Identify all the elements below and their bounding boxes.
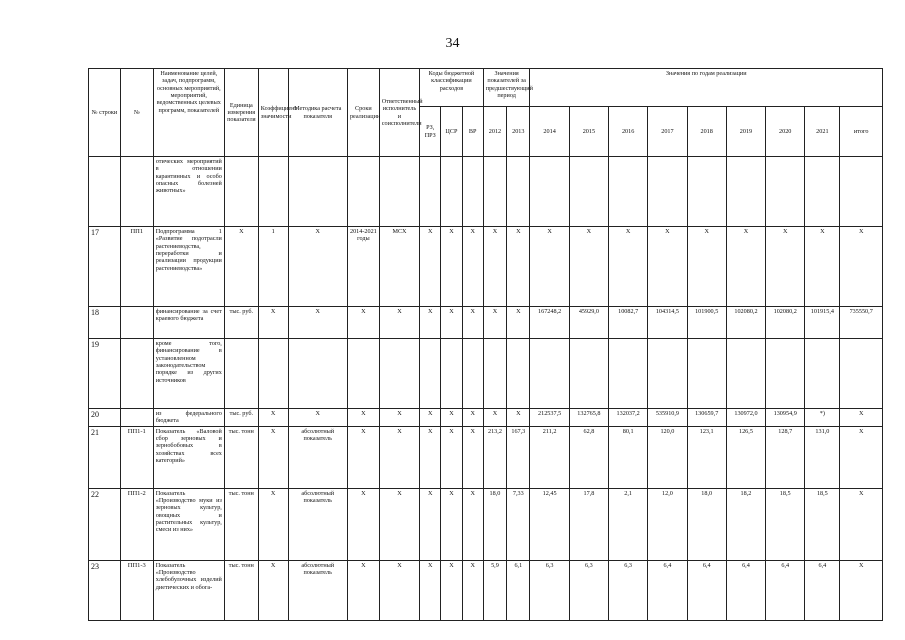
row-method: [288, 157, 347, 227]
row-terms: [347, 339, 379, 409]
row-code: [120, 409, 153, 427]
row-2012: 213,2: [483, 426, 506, 488]
row-year-value: 132037,2: [609, 409, 648, 427]
row-name: Подпрограмма 1 «Развитие подотрасли растениеводства, переработки и реализации продукции растениеводства»: [153, 227, 224, 307]
row-method: абсолютный показатель: [288, 426, 347, 488]
row-year-value: 6,3: [609, 560, 648, 620]
row-number: 22: [89, 488, 121, 560]
row-terms: X: [347, 307, 379, 339]
header-vr: ВР: [462, 107, 483, 157]
row-unit: X: [224, 227, 258, 307]
row-code: ПП1-3: [120, 560, 153, 620]
row-unit: [224, 339, 258, 409]
row-number: 23: [89, 560, 121, 620]
row-year-value: [766, 339, 805, 409]
header-csr: ЦСР: [441, 107, 462, 157]
row-vr: X: [462, 227, 483, 307]
row-number: [89, 157, 121, 227]
row-unit: тыс. тонн: [224, 426, 258, 488]
row-resp: МСХ: [379, 227, 419, 307]
row-code: [120, 307, 153, 339]
row-year-value: 101900,5: [687, 307, 726, 339]
row-year-value: 45929,0: [569, 307, 608, 339]
row-rz: [420, 157, 441, 227]
row-resp: X: [379, 409, 419, 427]
row-number: 20: [89, 409, 121, 427]
header-unit: Единица измерения показателя: [224, 69, 258, 157]
row-year-value: 212537,5: [530, 409, 569, 427]
row-year-value: 128,7: [766, 426, 805, 488]
row-vr: X: [462, 488, 483, 560]
row-terms: 2014-2021 годы: [347, 227, 379, 307]
row-year-value: [766, 157, 805, 227]
header-coef: Коэффициент значимости: [258, 69, 288, 157]
table-row: [89, 488, 883, 560]
row-year-value: 6,4: [726, 560, 765, 620]
table-row: [89, 157, 883, 227]
table-row: [89, 426, 883, 488]
row-2012: 18,0: [483, 488, 506, 560]
row-terms: X: [347, 488, 379, 560]
header-year: 2016: [609, 107, 648, 157]
row-year-value: X: [648, 227, 687, 307]
row-2013: [507, 339, 530, 409]
row-csr: [441, 157, 462, 227]
row-method: X: [288, 227, 347, 307]
row-name: из федерального бюджета: [153, 409, 224, 427]
row-year-value: 6,4: [648, 560, 687, 620]
row-resp: X: [379, 307, 419, 339]
row-2012: X: [483, 307, 506, 339]
row-year-value: [609, 339, 648, 409]
row-year-value: [805, 157, 840, 227]
header-budget-codes: Коды бюджетной классификации расходов: [420, 69, 484, 107]
header-year: 2018: [687, 107, 726, 157]
row-year-value: 123,1: [687, 426, 726, 488]
header-rz: РЗ, ПРЗ: [420, 107, 441, 157]
row-coef: 1: [258, 227, 288, 307]
table-row: [89, 307, 883, 339]
row-2012: X: [483, 227, 506, 307]
row-csr: X: [441, 426, 462, 488]
row-name: Показатель «Производство хлебобулочных изделий диетических и обога-: [153, 560, 224, 620]
row-name: Показатель «Производство муки из зерновых культур, овощных и растительных культур, смеси из них»: [153, 488, 224, 560]
row-terms: [347, 157, 379, 227]
row-year-value: 17,8: [569, 488, 608, 560]
row-method: X: [288, 307, 347, 339]
row-year-value: [687, 339, 726, 409]
row-coef: X: [258, 488, 288, 560]
row-2012: [483, 157, 506, 227]
row-2012: X: [483, 409, 506, 427]
row-year-value: 126,5: [726, 426, 765, 488]
row-2013: X: [507, 227, 530, 307]
row-year-value: 211,2: [530, 426, 569, 488]
row-resp: X: [379, 488, 419, 560]
row-2013: 167,3: [507, 426, 530, 488]
row-rz: X: [420, 307, 441, 339]
row-name: Показатель «Валовой сбор зерновых и зернобобовых в хозяйствах всех категорий»: [153, 426, 224, 488]
row-2012: 5,9: [483, 560, 506, 620]
row-rz: X: [420, 560, 441, 620]
row-year-value: 535910,9: [648, 409, 687, 427]
row-total: 735550,7: [840, 307, 883, 339]
row-2012: [483, 339, 506, 409]
row-vr: X: [462, 426, 483, 488]
row-name: финансирование за счет краевого бюджета: [153, 307, 224, 339]
row-code: ПП1-2: [120, 488, 153, 560]
row-csr: X: [441, 560, 462, 620]
row-rz: X: [420, 227, 441, 307]
row-code: ПП1-1: [120, 426, 153, 488]
row-year-value: [726, 339, 765, 409]
row-coef: X: [258, 409, 288, 427]
row-year-value: 6,3: [530, 560, 569, 620]
table-row: [89, 339, 883, 409]
header-row-no: № строки: [89, 69, 121, 157]
row-year-value: X: [687, 227, 726, 307]
row-year-value: [569, 157, 608, 227]
header-method: Методика расчета показателя: [288, 69, 347, 157]
row-year-value: 10082,7: [609, 307, 648, 339]
row-year-value: 102080,2: [766, 307, 805, 339]
row-year-value: 80,1: [609, 426, 648, 488]
row-year-value: [648, 339, 687, 409]
row-csr: X: [441, 227, 462, 307]
row-year-value: 131,0: [805, 426, 840, 488]
row-2013: X: [507, 307, 530, 339]
row-year-value: 18,5: [805, 488, 840, 560]
row-vr: X: [462, 307, 483, 339]
row-unit: тыс. руб.: [224, 307, 258, 339]
row-csr: X: [441, 307, 462, 339]
row-year-value: [648, 157, 687, 227]
row-vr: [462, 157, 483, 227]
row-year-value: X: [569, 227, 608, 307]
row-csr: X: [441, 409, 462, 427]
row-resp: [379, 157, 419, 227]
row-name: отических мероприятий в отношении карантинных и особо опасных болезней животных»: [153, 157, 224, 227]
row-name: кроме того, финансирование в установленном законодательством порядке из других источников: [153, 339, 224, 409]
row-year-value: 12,45: [530, 488, 569, 560]
row-number: 19: [89, 339, 121, 409]
row-unit: тыс. тонн: [224, 488, 258, 560]
row-year-value: 18,5: [766, 488, 805, 560]
row-number: 21: [89, 426, 121, 488]
row-total: X: [840, 560, 883, 620]
row-year-value: [726, 157, 765, 227]
header-year: 2014: [530, 107, 569, 157]
indicators-table: [88, 68, 883, 621]
table-row: [89, 227, 883, 307]
table-header: [89, 69, 883, 157]
row-year-value: [609, 157, 648, 227]
row-year-value: 101915,4: [805, 307, 840, 339]
row-coef: X: [258, 307, 288, 339]
page-number: 34: [445, 36, 460, 51]
header-2013: 2013: [507, 107, 530, 157]
row-total: [840, 157, 883, 227]
row-year-value: 6,3: [569, 560, 608, 620]
row-number: 17: [89, 227, 121, 307]
row-code: ПП1: [120, 227, 153, 307]
header-resp: Ответственный исполнитель и соисполнители: [379, 69, 419, 157]
row-coef: [258, 157, 288, 227]
header-2012: 2012: [483, 107, 506, 157]
row-year-value: 6,4: [687, 560, 726, 620]
row-rz: X: [420, 409, 441, 427]
header-terms: Сроки реализации: [347, 69, 379, 157]
header-num: №: [120, 69, 153, 157]
row-coef: X: [258, 560, 288, 620]
header-prev-period: Значения показателей за предшествующий период: [483, 69, 530, 107]
row-total: [840, 339, 883, 409]
row-terms: X: [347, 426, 379, 488]
row-coef: X: [258, 426, 288, 488]
row-2013: [507, 157, 530, 227]
row-year-value: 18,2: [726, 488, 765, 560]
row-2013: X: [507, 409, 530, 427]
row-year-value: X: [609, 227, 648, 307]
row-csr: [441, 339, 462, 409]
row-rz: X: [420, 488, 441, 560]
header-by-years: Значения по годам реализации: [530, 69, 883, 107]
row-year-value: 62,8: [569, 426, 608, 488]
row-coef: [258, 339, 288, 409]
row-method: [288, 339, 347, 409]
row-2013: 7,33: [507, 488, 530, 560]
table-row: [89, 409, 883, 427]
row-unit: тыс. тонн: [224, 560, 258, 620]
row-resp: X: [379, 426, 419, 488]
row-method: абсолютный показатель: [288, 488, 347, 560]
header-name: Наименование целей, задач, подпрограмм, основных мероприятий, мероприятий, ведомственных целевых программ, показателей: [153, 69, 224, 157]
row-code: [120, 157, 153, 227]
row-method: X: [288, 409, 347, 427]
row-year-value: 120,0: [648, 426, 687, 488]
row-number: 18: [89, 307, 121, 339]
row-rz: X: [420, 426, 441, 488]
row-year-value: [569, 339, 608, 409]
header-year: 2020: [766, 107, 805, 157]
row-year-value: 104314,5: [648, 307, 687, 339]
row-year-value: X: [530, 227, 569, 307]
row-year-value: [530, 157, 569, 227]
row-rz: [420, 339, 441, 409]
row-year-value: 132765,8: [569, 409, 608, 427]
row-year-value: [805, 339, 840, 409]
header-total: итого: [840, 107, 883, 157]
row-code: [120, 339, 153, 409]
row-vr: [462, 339, 483, 409]
row-year-value: *): [805, 409, 840, 427]
row-terms: X: [347, 409, 379, 427]
row-year-value: 130659,7: [687, 409, 726, 427]
table-row: [89, 560, 883, 620]
row-resp: [379, 339, 419, 409]
row-terms: X: [347, 560, 379, 620]
row-year-value: 2,1: [609, 488, 648, 560]
header-year: 2019: [726, 107, 765, 157]
row-year-value: 167248,2: [530, 307, 569, 339]
row-vr: X: [462, 560, 483, 620]
row-year-value: 130972,0: [726, 409, 765, 427]
row-year-value: 6,4: [805, 560, 840, 620]
row-unit: тыс. руб.: [224, 409, 258, 427]
row-year-value: 12,0: [648, 488, 687, 560]
row-csr: X: [441, 488, 462, 560]
row-year-value: [687, 157, 726, 227]
header-year: 2015: [569, 107, 608, 157]
row-year-value: 6,4: [766, 560, 805, 620]
row-year-value: X: [726, 227, 765, 307]
row-total: X: [840, 426, 883, 488]
header-year: 2021: [805, 107, 840, 157]
row-total: X: [840, 227, 883, 307]
row-total: X: [840, 488, 883, 560]
row-resp: X: [379, 560, 419, 620]
row-year-value: [530, 339, 569, 409]
row-unit: [224, 157, 258, 227]
row-method: абсолютный показатель: [288, 560, 347, 620]
header-year: 2017: [648, 107, 687, 157]
row-year-value: 102080,2: [726, 307, 765, 339]
row-year-value: X: [766, 227, 805, 307]
row-2013: 6,1: [507, 560, 530, 620]
row-year-value: X: [805, 227, 840, 307]
row-vr: X: [462, 409, 483, 427]
table-body: [89, 157, 883, 621]
row-total: X: [840, 409, 883, 427]
row-year-value: 18,0: [687, 488, 726, 560]
row-year-value: 130954,9: [766, 409, 805, 427]
